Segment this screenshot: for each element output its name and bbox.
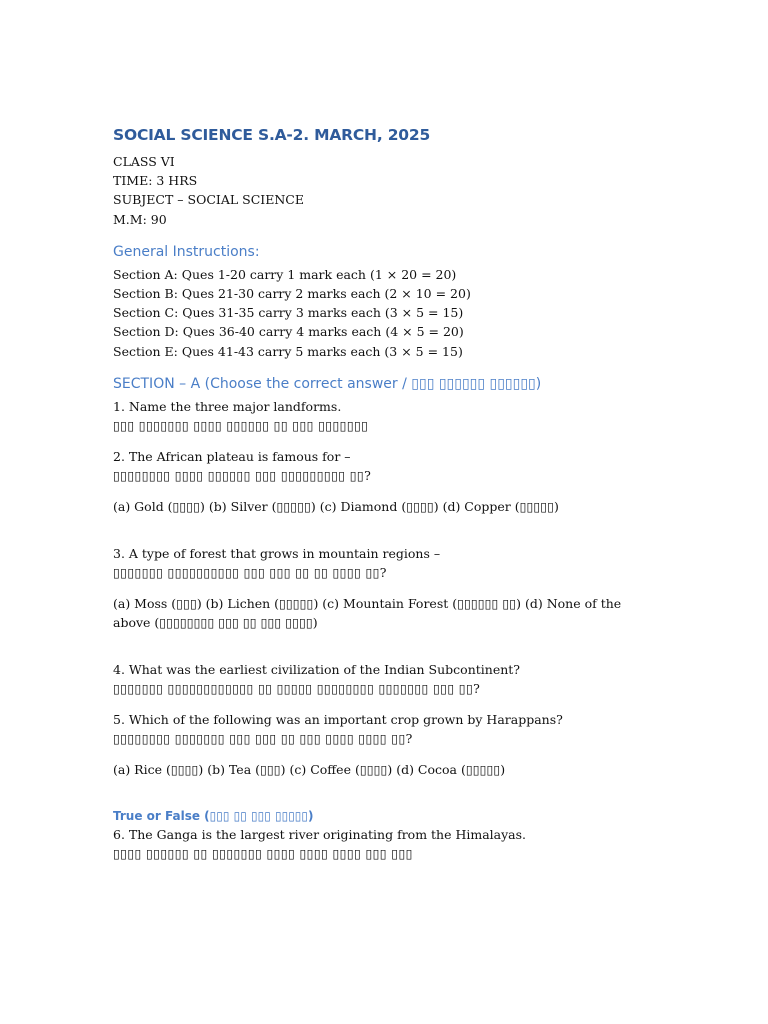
time-label: TIME: 3 HRS <box>113 173 198 189</box>
question-text-hindi: ▯▯▯ ▯▯▯▯▯▯▯ ▯▯▯▯ ▯▯▯▯▯▯ ▯▯ ▯▯▯ ▯▯▯▯▯▯▯ <box>113 417 369 433</box>
question-1 <box>113 397 653 435</box>
question-text: 5. Which of the following was an important crop grown by Harappans? <box>113 711 563 727</box>
section-a-heading: SECTION – A (Choose the correct answer / ▯▯▯ ▯▯▯▯▯▯ ▯▯▯▯▯▯) <box>113 375 542 392</box>
instruction-item: Section D: Ques 36-40 carry 4 marks each (4 × 5 = 20) <box>113 324 464 340</box>
question-text-hindi: ▯▯▯▯▯▯▯▯ ▯▯▯▯▯▯▯ ▯▯▯ ▯▯▯ ▯▯ ▯▯▯ ▯▯▯▯ ▯▯▯▯ ▯▯? <box>113 730 413 746</box>
instruction-item: Section E: Ques 41-43 carry 5 marks each (3 × 5 = 15) <box>113 343 463 359</box>
question-text: 4. What was the earliest civilization of the Indian Subcontinent? <box>113 661 520 677</box>
question-3 <box>113 544 653 632</box>
question-text: 2. The African plateau is famous for – <box>113 448 351 464</box>
true-false-heading: True or False (▯▯▯ ▯▯ ▯▯▯ ▯▯▯▯▯) <box>113 808 314 823</box>
subject-label: SUBJECT – SOCIAL SCIENCE <box>113 192 304 208</box>
answer-options: (a) Gold (▯▯▯▯) (b) Silver (▯▯▯▯▯) (c) Diamond (▯▯▯▯) (d) Copper (▯▯▯▯▯) <box>113 498 559 514</box>
question-text-hindi: ▯▯▯▯▯▯▯ ▯▯▯▯▯▯▯▯▯▯ ▯▯▯ ▯▯▯ ▯▯ ▯▯ ▯▯▯▯ ▯▯? <box>113 564 387 580</box>
question-5 <box>113 710 653 779</box>
question-6 <box>113 825 653 863</box>
question-text: 6. The Ganga is the largest river originating from the Himalayas. <box>113 826 527 842</box>
document-title: SOCIAL SCIENCE S.A-2. MARCH, 2025 <box>113 126 431 144</box>
instruction-item: Section C: Ques 31-35 carry 3 marks each (3 × 5 = 15) <box>113 305 464 321</box>
instruction-item: Section A: Ques 1-20 carry 1 mark each (1 × 20 = 20) <box>113 266 457 282</box>
instruction-item: Section B: Ques 21-30 carry 2 marks each (2 × 10 = 20) <box>113 286 471 302</box>
question-text-hindi: ▯▯▯▯▯▯▯ ▯▯▯▯▯▯▯▯▯▯▯▯ ▯▯ ▯▯▯▯▯ ▯▯▯▯▯▯▯▯ ▯▯▯▯▯▯▯ ▯▯▯ ▯▯? <box>113 680 481 696</box>
question-text-hindi: ▯▯▯▯▯▯▯▯ ▯▯▯▯ ▯▯▯▯▯▯ ▯▯▯ ▯▯▯▯▯▯▯▯▯ ▯▯? <box>113 467 372 483</box>
answer-options: (a) Rice (▯▯▯▯) (b) Tea (▯▯▯) (c) Coffee (▯▯▯▯) (d) Cocoa (▯▯▯▯▯) <box>113 761 506 777</box>
answer-options: (a) Moss (▯▯▯) (b) Lichen (▯▯▯▯▯) (c) Mountain Forest (▯▯▯▯▯▯ ▯▯) (d) None of the <box>113 595 622 611</box>
max-marks-label: M.M: 90 <box>113 211 167 227</box>
question-2 <box>113 447 653 516</box>
question-text-hindi: ▯▯▯▯ ▯▯▯▯▯▯ ▯▯ ▯▯▯▯▯▯▯ ▯▯▯▯ ▯▯▯▯ ▯▯▯▯ ▯▯▯ ▯▯▯ <box>113 845 413 861</box>
question-text: 3. A type of forest that grows in mountain regions – <box>113 545 441 561</box>
exam-meta <box>113 152 653 229</box>
document-page <box>113 124 653 863</box>
instructions-list <box>113 265 653 361</box>
instructions-heading: General Instructions: <box>113 243 260 260</box>
answer-options-continued: above (▯▯▯▯▯▯▯▯ ▯▯▯ ▯▯ ▯▯▯ ▯▯▯▯) <box>113 614 318 630</box>
question-text: 1. Name the three major landforms. <box>113 398 342 414</box>
question-4 <box>113 660 653 698</box>
class-label: CLASS VI <box>113 154 175 169</box>
